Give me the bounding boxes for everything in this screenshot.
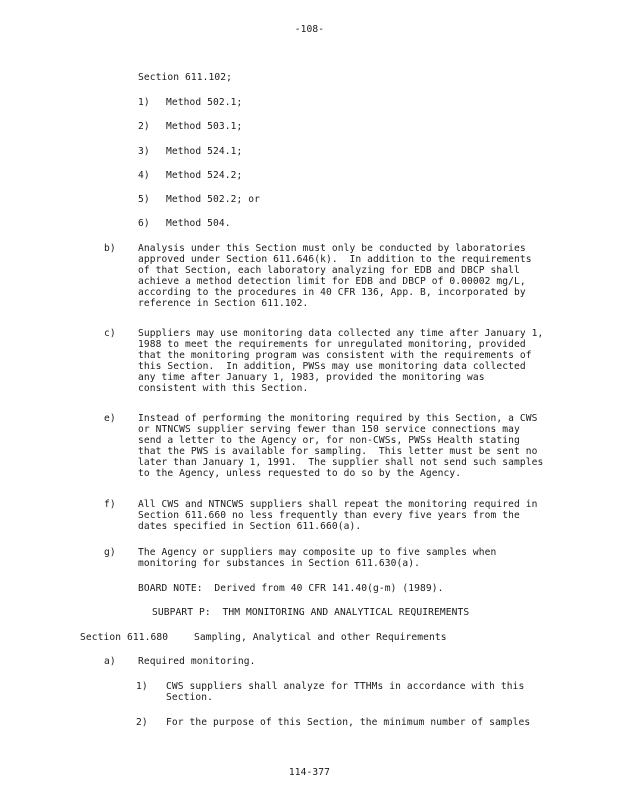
item-letter-c: c) — [104, 328, 116, 339]
item-b-line: Analysis under this Section must only be conducted by laboratories — [138, 243, 526, 254]
method-num: 3) — [138, 146, 150, 157]
item-g-line: monitoring for substances in Section 611.630(a). — [138, 558, 421, 569]
item-letter-e: e) — [104, 413, 116, 424]
method-num: 6) — [138, 218, 150, 229]
item-c-line: 1988 to meet the requirements for unregulated monitoring, provided — [138, 339, 526, 350]
method-item: Method 502.1; — [166, 97, 243, 108]
item-b-line: reference in Section 611.102. — [138, 298, 309, 309]
method-num: 1) — [138, 97, 150, 108]
section-label: Section 611.680 — [80, 632, 169, 643]
item-b-line: according to the procedures in 40 CFR 136, App. B, incorporated by — [138, 287, 526, 298]
numbered-num: 1) — [136, 681, 148, 692]
board-note: BOARD NOTE: Derived from 40 CFR 141.40(g-m) (1989). — [138, 583, 444, 594]
method-item: Method 504. — [166, 218, 231, 229]
item-c-line: any time after January 1, 1983, provided the monitoring was — [138, 372, 485, 383]
item-b-line: achieve a method detection limit for EDB and DBCP of 0.00002 mg/L, — [138, 276, 526, 287]
numbered-line: Section. — [166, 692, 214, 703]
item-c-line: this Section. In addition, PWSs may use monitoring data collected — [138, 361, 526, 372]
method-item: Method 524.1; — [166, 146, 243, 157]
method-num: 5) — [138, 194, 150, 205]
method-item: Method 502.2; or — [166, 194, 261, 205]
item-c-line: consistent with this Section. — [138, 383, 309, 394]
item-b-line: approved under Section 611.646(k). In addition to the requirements — [138, 254, 532, 265]
subsection-a-text: Required monitoring. — [138, 656, 256, 667]
item-e-line: to the Agency, unless requested to do so by the Agency. — [138, 468, 462, 479]
section-title: Sampling, Analytical and other Requirements — [194, 632, 447, 643]
section-reference: Section 611.102; — [138, 72, 233, 83]
item-e-line: or NTNCWS supplier serving fewer than 150 service connections may — [138, 424, 520, 435]
item-letter-b: b) — [104, 243, 116, 254]
method-item: Method 503.1; — [166, 121, 243, 132]
numbered-num: 2) — [136, 717, 148, 728]
method-num: 2) — [138, 121, 150, 132]
item-b-line: of that Section, each laboratory analyzing for EDB and DBCP shall — [138, 265, 520, 276]
subpart-heading: SUBPART P: THM MONITORING AND ANALYTICAL REQUIREMENTS — [152, 607, 470, 618]
numbered-line: For the purpose of this Section, the minimum number of samples — [166, 717, 531, 728]
method-item: Method 524.2; — [166, 170, 243, 181]
item-e-line: Instead of performing the monitoring required by this Section, a CWS — [138, 413, 538, 424]
page-number-footer: 114-377 — [288, 767, 331, 778]
item-letter-f: f) — [104, 499, 116, 510]
numbered-line: CWS suppliers shall analyze for TTHMs in accordance with this — [166, 681, 525, 692]
item-g-line: The Agency or suppliers may composite up to five samples when — [138, 547, 497, 558]
subsection-letter-a: a) — [104, 656, 116, 667]
item-e-line: later than January 1, 1991. The supplier shall not send such samples — [138, 457, 544, 468]
item-f-line: All CWS and NTNCWS suppliers shall repeat the monitoring required in — [138, 499, 538, 510]
item-c-line: that the monitoring program was consistent with the requirements of — [138, 350, 532, 361]
item-e-line: send a letter to the Agency or, for non-CWSs, PWSs Health stating — [138, 435, 520, 446]
item-e-line: that the PWS is available for sampling. This letter must be sent no — [138, 446, 538, 457]
item-letter-g: g) — [104, 547, 116, 558]
method-num: 4) — [138, 170, 150, 181]
item-f-line: dates specified in Section 611.660(a). — [138, 521, 362, 532]
item-f-line: Section 611.660 no less frequently than every five years from the — [138, 510, 520, 521]
item-c-line: Suppliers may use monitoring data collected any time after January 1, — [138, 328, 544, 339]
page-number-header: -108- — [294, 24, 325, 35]
